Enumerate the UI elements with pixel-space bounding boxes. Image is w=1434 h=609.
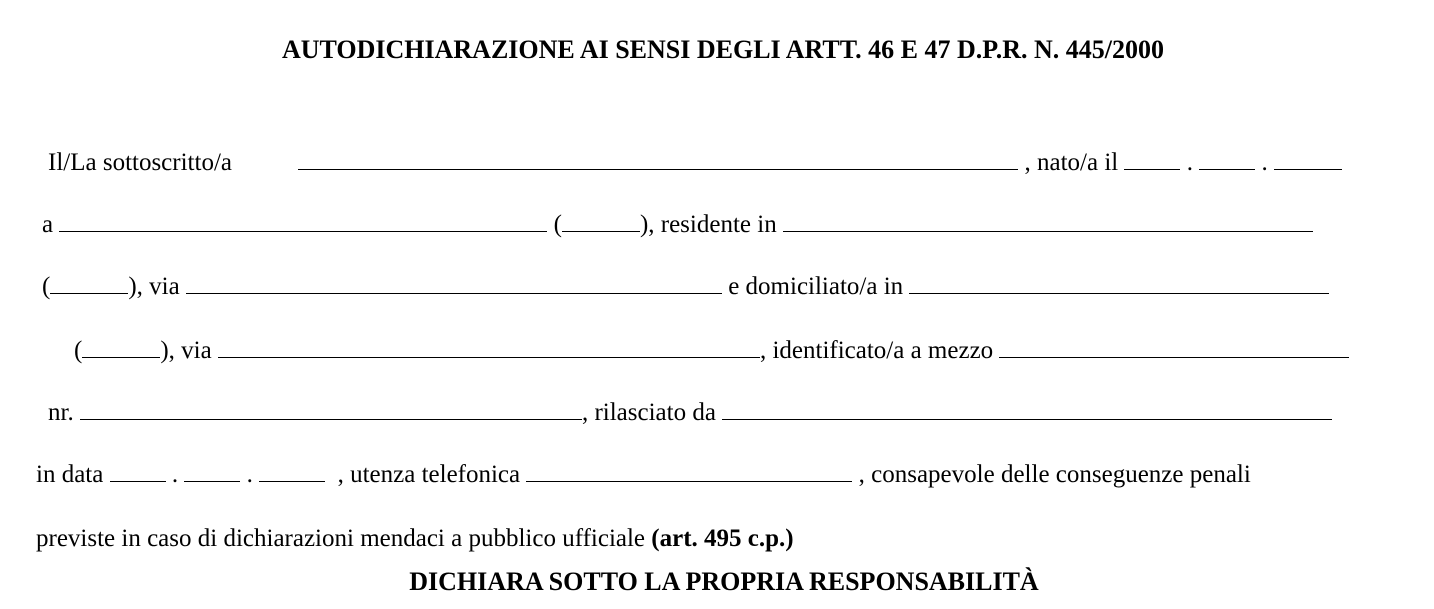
section-heading: DICHIARA SOTTO LA PROPRIA RESPONSABILITÀ bbox=[409, 567, 1039, 596]
document-title: AUTODICHIARAZIONE AI SENSI DEGLI ARTT. 46 E 47 D.P.R. N. 445/2000 bbox=[281, 35, 1165, 64]
previste-text: previste in caso di dichiarazioni mendaci a pubblico ufficiale bbox=[36, 525, 652, 552]
via-label: ), via bbox=[160, 337, 212, 364]
rilasciato-label: , rilasciato da bbox=[581, 399, 716, 426]
a-label: a bbox=[42, 211, 54, 238]
rilasciato-da-field[interactable] bbox=[722, 398, 1332, 420]
rilascio-mese-field[interactable] bbox=[184, 460, 240, 482]
telefono-field[interactable] bbox=[526, 460, 852, 482]
nato-label: , nato/a il bbox=[1024, 149, 1119, 176]
line-luogo-nascita bbox=[42, 210, 1313, 240]
line-previste bbox=[36, 524, 794, 554]
provincia-nascita-field[interactable] bbox=[562, 210, 640, 232]
provincia-residenza-field[interactable] bbox=[50, 272, 128, 294]
nascita-mese-field[interactable] bbox=[1199, 148, 1255, 170]
provincia-domicilio-field[interactable] bbox=[82, 336, 160, 358]
line-data-telefono bbox=[36, 460, 1251, 490]
dot-separator: . bbox=[1186, 149, 1193, 176]
numero-documento-field[interactable] bbox=[80, 398, 582, 420]
domiciliato-label: e domiciliato/a in bbox=[728, 273, 904, 300]
documento-field[interactable] bbox=[999, 336, 1349, 358]
in-data-label: in data bbox=[36, 461, 104, 488]
paren-open: ( bbox=[42, 273, 51, 300]
dot-separator: . bbox=[246, 461, 253, 488]
via-residenza-field[interactable] bbox=[186, 272, 722, 294]
paren-open: ( bbox=[74, 337, 83, 364]
articolo-ref: (art. 495 c.p.) bbox=[651, 525, 794, 552]
via-label: ), via bbox=[128, 273, 180, 300]
domicilio-field[interactable] bbox=[909, 272, 1329, 294]
luogo-nascita-field[interactable] bbox=[59, 210, 547, 232]
rilascio-giorno-field[interactable] bbox=[110, 460, 166, 482]
nome-field[interactable] bbox=[298, 148, 1018, 170]
sottoscritto-label: Il/La sottoscritto/a bbox=[48, 149, 232, 176]
utenza-label: , utenza telefonica bbox=[337, 461, 521, 488]
consapevole-text: , consapevole delle conseguenze penali bbox=[858, 461, 1251, 488]
paren-open: ( bbox=[553, 211, 562, 238]
nascita-anno-field[interactable] bbox=[1274, 148, 1342, 170]
line-residenza-via bbox=[42, 272, 1329, 302]
dot-separator: . bbox=[1261, 149, 1268, 176]
via-domicilio-field[interactable] bbox=[218, 336, 760, 358]
line-sottoscritto bbox=[48, 148, 1342, 178]
residenza-field[interactable] bbox=[783, 210, 1313, 232]
line-numero-documento bbox=[48, 398, 1332, 428]
line-domicilio-via bbox=[74, 336, 1349, 366]
dot-separator: . bbox=[171, 461, 179, 488]
nr-label: nr. bbox=[48, 399, 74, 426]
identificato-label: , identificato/a a mezzo bbox=[759, 337, 994, 364]
rilascio-anno-field[interactable] bbox=[259, 460, 325, 482]
residente-label: ), residente in bbox=[639, 211, 777, 238]
nascita-giorno-field[interactable] bbox=[1124, 148, 1180, 170]
